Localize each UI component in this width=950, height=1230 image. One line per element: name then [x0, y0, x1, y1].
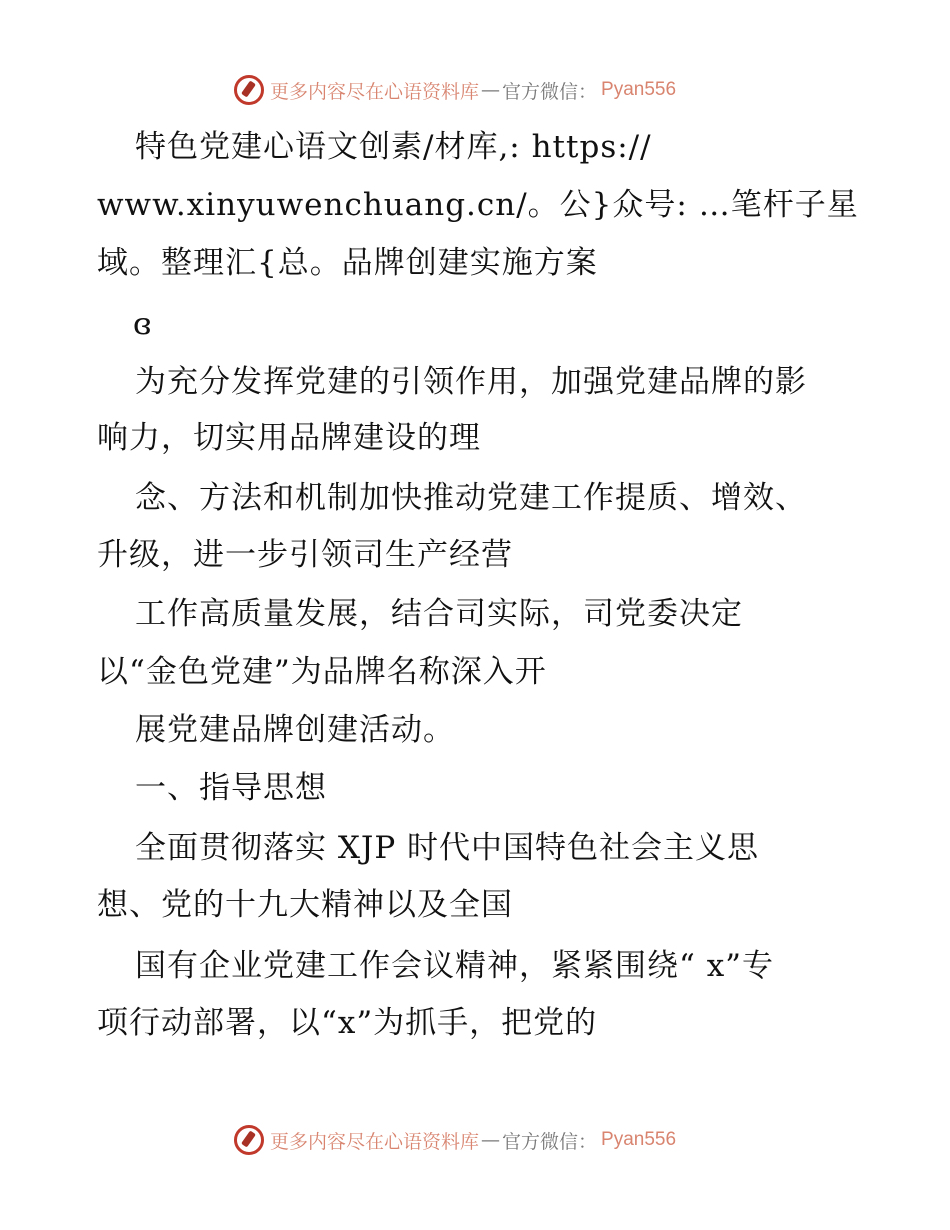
text-line: 升级，进一步引领司生产经营	[97, 537, 513, 573]
pen-logo-icon	[234, 75, 264, 105]
text-line: www.xinyuwenchuang.cn/。公}众号: …笔杆子星	[97, 187, 859, 223]
footer-wechat-id: Pyan556	[601, 1129, 677, 1150]
text-line: 国有企业党建工作会议精神，紧紧围绕“ x”专	[135, 948, 775, 984]
header-site-text: 更多内容尽在心语资料库	[270, 80, 480, 103]
header-separator: —	[481, 79, 501, 101]
text-line: 以“金色党建”为品牌名称深入开	[97, 654, 547, 690]
header-wechat-label: 官方微信：	[502, 80, 598, 103]
footer-separator: —	[481, 1129, 501, 1151]
footer-site-text: 更多内容尽在心语资料库	[270, 1130, 480, 1153]
text-line: 念、方法和机制加快推动党建工作提质、增效、	[135, 480, 807, 516]
footer-banner	[234, 1122, 714, 1158]
text-line: 想、党的十九大精神以及全国	[97, 887, 513, 923]
header-banner	[234, 72, 714, 108]
text-line: 为充分发挥党建的引领作用，加强党建品牌的影	[135, 364, 807, 400]
header-wechat-id: Pyan556	[601, 79, 677, 100]
text-line: 域。整理汇{总。品牌创建实施方案	[97, 245, 598, 281]
text-line: 响力，切实用品牌建设的理	[97, 420, 481, 456]
text-line: 特色党建心语文创素/材库,: https://	[135, 129, 652, 165]
text-line: 展党建品牌创建活动。	[135, 712, 455, 748]
pen-logo-icon	[234, 1125, 264, 1155]
text-line: 全面贯彻落实 XJP 时代中国特色社会主义思	[135, 830, 760, 866]
text-line: 工作高质量发展，结合司实际，司党委决定	[135, 596, 743, 632]
ornament-icon: ɞ	[133, 307, 152, 342]
footer-wechat-label: 官方微信：	[502, 1130, 598, 1153]
text-line: 项行动部署，以“x”为抓手，把党的	[97, 1005, 598, 1041]
section-heading: 一、指导思想	[135, 770, 327, 806]
